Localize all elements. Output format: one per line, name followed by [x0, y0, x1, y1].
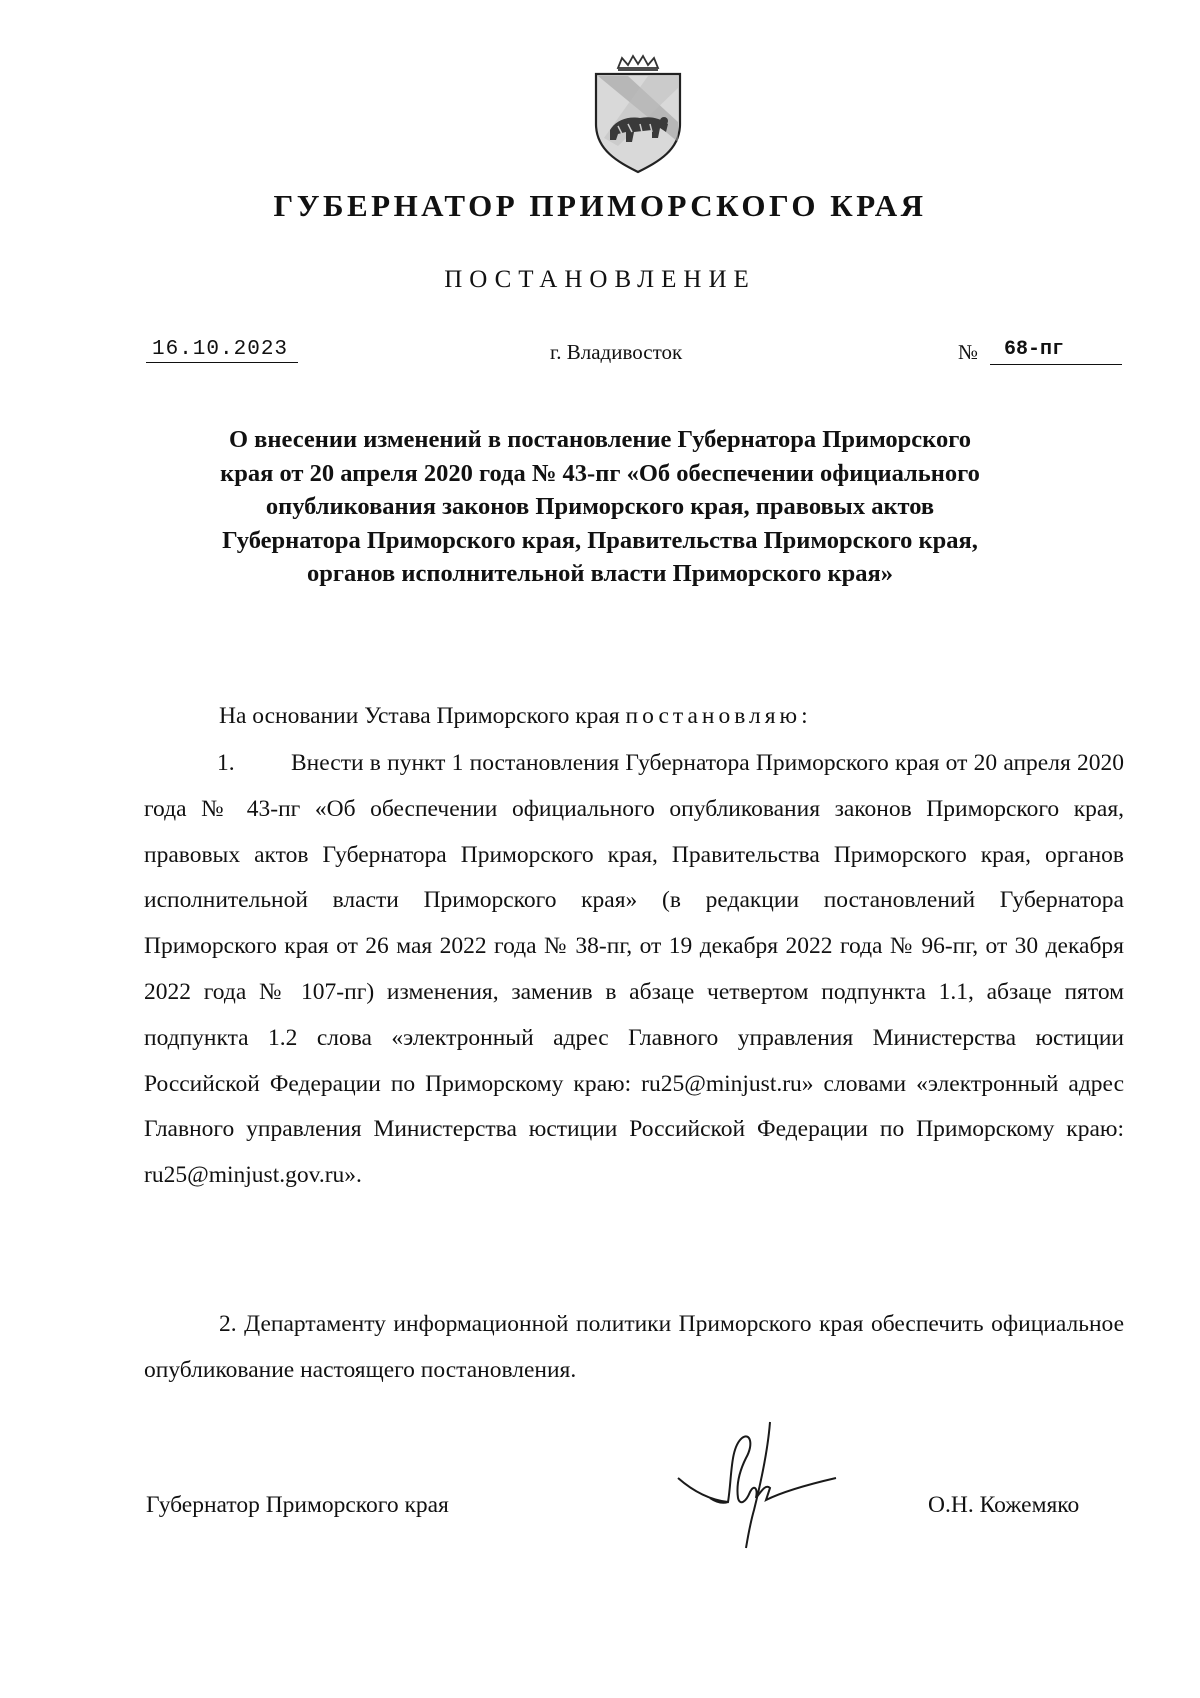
- date-underline: [146, 362, 298, 363]
- signatory-name: О.Н. Кожемяко: [928, 1492, 1080, 1518]
- paragraph-2: [144, 1302, 1124, 1394]
- paragraph-1: [144, 741, 1124, 1199]
- handwritten-signature-icon: [670, 1418, 840, 1588]
- document-date: 16.10.2023: [152, 338, 289, 361]
- intro-text: На основании Устава Приморского края: [219, 703, 626, 729]
- document-title: О внесении изменений в постановление Губернатора Приморского края от 20 апреля 2020 года № 43-пг «Об обеспечении официального опубликования законов Приморского края, правовых актов Губернатора Приморского края, Правительства Приморского края, органов исполнительной власти Приморского края»: [220, 426, 980, 587]
- paragraph-1-text: Внести в пункт 1 постановления Губернатора Приморского края от 20 апреля 2020 года № 43-пг «Об обеспечении официального опубликования законов Приморского края, правовых актов Губернатора Приморского края, Правительства Приморского края, органов исполнительной власти Приморского края» (в редакции постановлений Губернатора Приморского края от 26 мая 2022 года № 38-пг, от 19 декабря 2022 года № 96-пг, от 30 декабря 2022 года № 107-пг) изменения, заменив в абзаце четвертом подпункта 1.1, абзаце пятом подпункта 1.2 слова «электронный адрес Главного управления Министерства юстиции Российской Федерации по Приморскому краю: ru25@minjust.ru» словами «электронный адрес Главного управления Министерства юстиции Российской Федерации по Приморскому краю: ru25@minjust.gov.ru».: [144, 750, 1124, 1189]
- document-type: ПОСТАНОВЛЕНИЕ: [444, 266, 756, 293]
- document-number: 68-пг: [1004, 338, 1065, 361]
- number-underline: [990, 364, 1122, 365]
- signatory-position: Губернатор Приморского края: [146, 1492, 449, 1518]
- intro-keyword: постановляю:: [625, 703, 812, 729]
- number-sign: №: [958, 340, 979, 364]
- issuing-authority: ГУБЕРНАТОР ПРИМОРСКОГО КРАЯ: [273, 188, 927, 223]
- paragraph-1-number: 1.: [217, 750, 235, 776]
- document-city: г. Владивосток: [550, 340, 683, 364]
- intro-paragraph: [219, 694, 1199, 740]
- coat-of-arms-icon: [588, 54, 688, 178]
- paragraph-2-text: 2. Департаменту информационной политики Приморского края обеспечить официальное опубликование настоящего постановления.: [144, 1311, 1124, 1383]
